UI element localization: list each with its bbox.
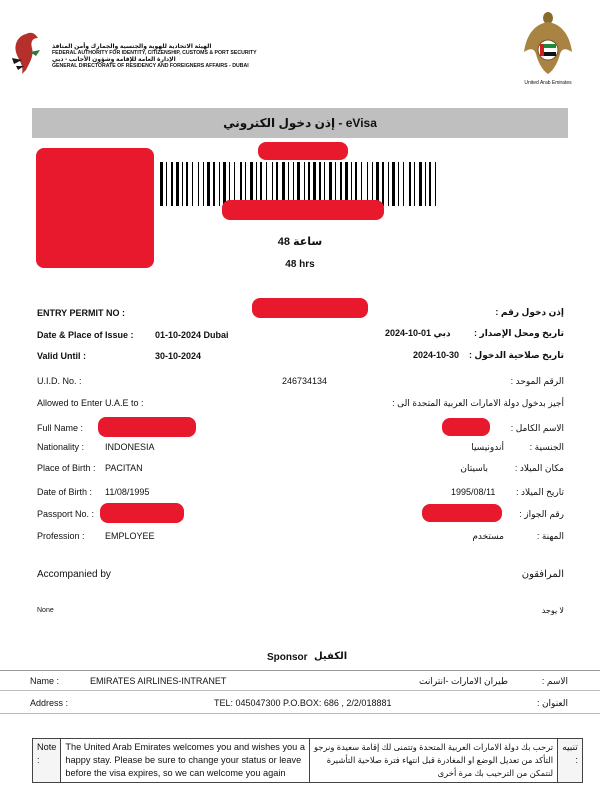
sponsor-heading: Sponsor <box>267 652 308 663</box>
accompanied-value: None <box>37 607 54 614</box>
falcon-logo-icon <box>8 30 44 80</box>
authority-header <box>52 44 257 69</box>
uid-label: U.I.D. No. : <box>37 376 82 386</box>
nationality-value: INDONESIA <box>105 442 155 452</box>
note-label-ar <box>558 739 583 783</box>
birth-place-label: Place of Birth : <box>37 463 96 473</box>
nationality-value-ar: أندونيسيا <box>471 442 504 452</box>
barcode-bar <box>207 162 210 206</box>
note-text-ar-3: لنتمكن من الترحيب بك مرة أخرى <box>437 768 554 778</box>
duration-ar: 48 ساعة <box>277 236 323 248</box>
note-text-ar <box>309 739 557 783</box>
redacted-barcode-number-top <box>258 142 348 160</box>
note-label <box>33 739 61 783</box>
barcode-bar <box>429 162 431 206</box>
redacted-passport-number-ar <box>422 504 502 522</box>
barcode-bar <box>398 162 399 206</box>
note-label-text: Note : <box>37 742 57 765</box>
allowed-label-ar: أجيز بدخول دولة الامارات العربية المتحدة الى : <box>392 398 564 408</box>
accompanied-label: Accompanied by <box>37 569 111 580</box>
document-title: إذن دخول الكتروني - eVisa <box>223 116 377 130</box>
birth-date-label-ar: تاريخ الميلاد : <box>516 487 564 497</box>
issue-label-ar: تاريخ ومحل الإصدار : <box>474 328 564 338</box>
profession-value: EMPLOYEE <box>105 531 155 541</box>
barcode-bar <box>160 162 163 206</box>
note-text-ar-2: التأكد من تعديل الوضع او المغادرة قبل انتهاء فترة صلاحية التأشيرة <box>326 755 554 765</box>
barcode-bar <box>419 162 422 206</box>
note-text-en-3: before the visa expires, so we can welcome you again <box>65 768 286 778</box>
valid-until-label-ar: تاريخ صلاحية الدخول : <box>468 350 564 360</box>
full-name-label-ar: الاسم الكامل : <box>510 423 564 433</box>
birth-place-value: PACITAN <box>105 463 143 473</box>
barcode-bar <box>388 162 389 206</box>
barcode-bar <box>392 162 395 206</box>
directorate-name-en: GENERAL DIRECTORATE OF RESIDENCY AND FOREIGNERS AFFAIRS - DUBAI <box>52 62 249 69</box>
barcode-bar <box>166 162 167 206</box>
uae-eagle-emblem-icon <box>520 8 576 78</box>
birth-place-value-ar: باسيتان <box>460 463 488 473</box>
allowed-label: Allowed to Enter U.A.E to : <box>37 398 144 408</box>
accompanied-value-ar: لا يوجد <box>541 606 564 615</box>
passport-label: Passport No. : <box>37 509 95 519</box>
birth-place-label-ar: مكان الميلاد : <box>514 463 564 473</box>
barcode-bar <box>182 162 183 206</box>
redacted-passport-number <box>100 503 184 523</box>
emblem-label: United Arab Emirates <box>524 80 572 86</box>
entry-permit-label: ENTRY PERMIT NO : <box>37 308 126 318</box>
note-text-ar-1: ترحب بك دولة الامارات العربية المتحدة وتتمنى لك إقامة سعيدة ونرجو <box>313 742 554 752</box>
entry-permit-label-ar: إذن دخول رقم : <box>495 307 564 317</box>
sponsor-name-label-ar: الاسم : <box>541 676 568 686</box>
sponsor-address-label-ar: العنوان : <box>536 698 568 708</box>
barcode-bar <box>171 162 173 206</box>
sponsor-name-label: Name : <box>30 676 60 686</box>
barcode-bar <box>382 162 384 206</box>
barcode-bar <box>223 162 226 206</box>
title-bar <box>32 108 568 138</box>
sponsor-divider-mid <box>0 690 600 691</box>
sponsor-name-value-ar: طيران الامارات -انترانت <box>419 676 508 686</box>
redacted-barcode-number-bottom <box>222 200 384 220</box>
authority-name-en: FEDERAL AUTHORITY FOR IDENTITY, CITIZENSHIP, CUSTOMS & PORT SECURITY <box>52 50 257 57</box>
note-label-ar-text: تنبيه : <box>562 742 578 765</box>
accompanied-label-ar: المرافقون <box>521 569 564 580</box>
redacted-photo <box>36 148 154 268</box>
note-text-en <box>61 739 310 783</box>
barcode-bar <box>425 162 426 206</box>
birth-date-value-ar: 1995/08/11 <box>451 487 496 497</box>
nationality-label: Nationality : <box>37 442 85 452</box>
valid-until-value: 30-10-2024 <box>155 351 202 361</box>
uid-label-ar: الرقم الموحد : <box>510 376 564 386</box>
birth-date-value: 11/08/1995 <box>105 487 150 497</box>
profession-label-ar: المهنة : <box>536 531 564 541</box>
profession-value-ar: مستخدم <box>472 531 504 541</box>
sponsor-address-value: TEL: 045047300 P.O.BOX: 686 , 2/2/018881 <box>214 698 392 708</box>
barcode-bar <box>409 162 411 206</box>
barcode-bar <box>219 162 220 206</box>
nationality-label-ar: الجنسية : <box>529 442 564 452</box>
barcode-bar <box>192 162 193 206</box>
profession-label: Profession : <box>37 531 85 541</box>
authority-name-ar: الهيئة الاتحادية للهوية والجنسية والجمارك وأمن المنافذ <box>52 44 212 50</box>
barcode-bar <box>414 162 415 206</box>
note-text-en-1: The United Arab Emirates welcomes you and wishes you a <box>65 742 305 752</box>
full-name-label: Full Name : <box>37 423 84 433</box>
redacted-entry-permit-number <box>252 298 368 318</box>
barcode-bar <box>198 162 199 206</box>
redacted-full-name <box>98 417 196 437</box>
sponsor-heading-ar: الكفيل <box>314 651 348 662</box>
issue-label: Date & Place of Issue : <box>37 330 134 340</box>
barcode-bar <box>176 162 179 206</box>
barcode-bar <box>186 162 188 206</box>
sponsor-divider-bottom <box>0 713 600 714</box>
birth-date-label: Date of Birth : <box>37 487 93 497</box>
directorate-name-ar: الإدارة العامة للإقامة وشؤون الأجانب - دبي <box>52 56 176 63</box>
barcode-bar <box>203 162 204 206</box>
note-text-en-2: happy stay. Please be sure to change your status or leave <box>65 755 302 765</box>
note-table <box>32 738 583 783</box>
uid-value: 246734134 <box>282 376 328 386</box>
barcode-bar <box>403 162 404 206</box>
sponsor-address-label: Address : <box>30 698 69 708</box>
issue-value: 01-10-2024 Dubai <box>155 330 229 340</box>
redacted-full-name-ar <box>442 418 490 436</box>
barcode-bar <box>435 162 436 206</box>
sponsor-name-value: EMIRATES AIRLINES-INTRANET <box>90 676 227 686</box>
issue-value-ar: 2024-10-01 دبي <box>385 328 451 338</box>
sponsor-divider-top <box>0 670 600 671</box>
barcode-bar <box>213 162 215 206</box>
passport-label-ar: رقم الجواز : <box>519 509 564 519</box>
duration-en: 48 hrs <box>285 259 315 270</box>
valid-until-value-ar: 2024-10-30 <box>413 350 460 360</box>
valid-until-label: Valid Until : <box>37 351 87 361</box>
